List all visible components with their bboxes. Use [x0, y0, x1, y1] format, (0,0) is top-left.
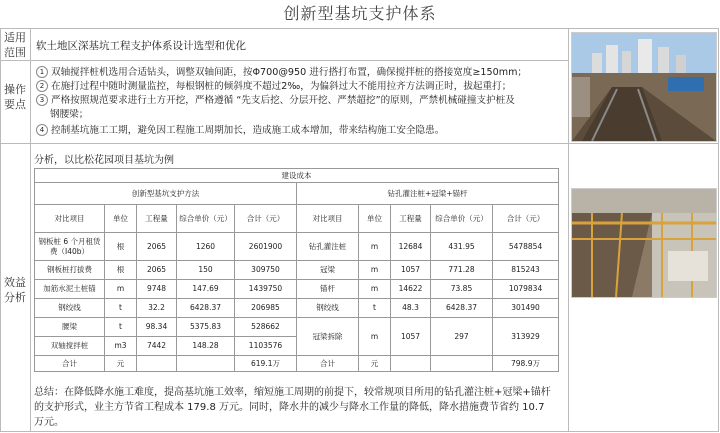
table-cell: 14622: [391, 280, 431, 299]
table-row: [35, 280, 559, 299]
table-cell: 48.3: [391, 299, 431, 318]
table-cell: 1057: [391, 318, 431, 356]
site-photo-pit: [571, 188, 717, 298]
table-cell: 冠梁: [297, 261, 359, 280]
table-cell: 98.34: [137, 318, 177, 337]
table-cell: 根: [105, 261, 137, 280]
table-row: [35, 261, 559, 280]
table-header-cell: 合计（元）: [235, 205, 297, 233]
scope-text: 软土地区深基坑工程支护体系设计选型和优化: [36, 40, 246, 52]
table-cell: 309750: [235, 261, 297, 280]
table-cell: 2601900: [235, 233, 297, 261]
table-header-cell: 对比项目: [297, 205, 359, 233]
table-header-cell: 综合单价（元）: [431, 205, 493, 233]
table-cell: 73.85: [431, 280, 493, 299]
site-photo-trench: [571, 32, 717, 142]
pit-photo-image: [572, 189, 716, 297]
table-header-cell: 合计（元）: [493, 205, 559, 233]
table-header-cell: 单位: [105, 205, 137, 233]
ops-divider: [0, 143, 719, 144]
table-header-cell: 工程量: [391, 205, 431, 233]
table-cell: m: [359, 233, 391, 261]
summary-line-2: 的支护形式，业主方节省工程成本 179.8 万元。同时，降水井的减少与降水工作量的降低，降水措施费节省约 10.7: [34, 402, 545, 413]
benefit-label: 效益 分析: [4, 276, 26, 304]
table-header-cell: 对比项目: [35, 205, 105, 233]
table-cell: 815243: [493, 261, 559, 280]
table-cell: 1439750: [235, 280, 297, 299]
table-cell: 钻孔灌注桩: [297, 233, 359, 261]
table-row: [35, 318, 559, 337]
table-cell: m: [359, 280, 391, 299]
table-cell: 2065: [137, 261, 177, 280]
trench-photo-image: [572, 33, 716, 141]
table-cell: 1260: [177, 233, 235, 261]
table-cell: 147.69: [177, 280, 235, 299]
table-cell: 5478854: [493, 233, 559, 261]
table-cell: 5375.83: [177, 318, 235, 337]
table-cell: 6428.37: [431, 299, 493, 318]
table-cell: 313929: [493, 318, 559, 356]
table-cell: 锚杆: [297, 280, 359, 299]
table-cell: 钢板桩 6 个月租赁费（I40b）: [35, 233, 105, 261]
table-cell: 1103576: [235, 337, 297, 356]
table-group-row: [35, 183, 559, 205]
table-cell: m: [105, 280, 137, 299]
scope-divider: [0, 60, 569, 61]
table-cell: 206985: [235, 299, 297, 318]
table-cell: 148.28: [177, 337, 235, 356]
table-total-row: [35, 356, 559, 372]
table-cell: 双轴搅拌桩: [35, 337, 105, 356]
table-cell: 加筋水泥土桩锚: [35, 280, 105, 299]
table-cell: 钢绞线: [297, 299, 359, 318]
table-cell: t: [359, 299, 391, 318]
table-cell: 771.28: [431, 261, 493, 280]
table-cell: 301490: [493, 299, 559, 318]
total-unit: 元: [105, 356, 137, 372]
table-caption: 建设成本: [35, 169, 559, 183]
right-group-header: 钻孔灌注桩+冠梁+锚杆: [297, 183, 559, 205]
ops-item-4: 4 控制基坑施工工期，避免因工程施工周期加长，造成施工成本增加，带来结构施工安全隐患。: [36, 124, 444, 137]
total-label: 合计: [35, 356, 105, 372]
table-cell: 1057: [391, 261, 431, 280]
table-cell: 9748: [137, 280, 177, 299]
table-cell: 7442: [137, 337, 177, 356]
table-cell: 150: [177, 261, 235, 280]
table-cell: m3: [105, 337, 137, 356]
table-cell: 根: [105, 233, 137, 261]
scope-label: 适用 范围: [4, 31, 26, 59]
table-cell: t: [105, 318, 137, 337]
summary-line-3: 万元。: [34, 417, 64, 428]
analysis-title: 分析，以比松花园项目基坑为例: [34, 155, 174, 166]
table-cell: 431.95: [431, 233, 493, 261]
table-cell: 528662: [235, 318, 297, 337]
photo-column-divider: [568, 28, 569, 432]
table-cell: 冠梁拆除: [297, 318, 359, 356]
table-header-row: [35, 205, 559, 233]
summary-line-1: 总结：在降低降水施工难度，提高基坑施工效率，缩短施工周期的前提下，较常规项目所用的钻孔灌注桩+冠梁+锚杆: [34, 387, 551, 398]
total-label-right: 合计: [297, 356, 359, 372]
ops-item-3: 3 严格按照规范要求进行土方开挖，严格遵循 “先支后挖、分层开挖、严禁超挖”的原则，严禁机械碰撞支护桩及: [36, 94, 515, 107]
table-cell: 297: [431, 318, 493, 356]
table-caption-row: [35, 169, 559, 183]
table-header-cell: 单位: [359, 205, 391, 233]
table-cell: t: [105, 299, 137, 318]
total-unit-right: 元: [359, 356, 391, 372]
table-header-cell: 工程量: [137, 205, 177, 233]
ops-item-2: 2 在施打过程中随时测量监控，每根钢桩的倾斜度不超过2‰，为偏斜过大不能用拉齐方法调正时，拔起重打；: [36, 80, 511, 93]
left-total: 619.1万: [235, 356, 297, 372]
table-cell: 钢板桩打拔费: [35, 261, 105, 280]
ops-label: 操作 要点: [4, 83, 26, 111]
left-group-header: 创新型基坑支护方法: [35, 183, 297, 205]
table-cell: 6428.37: [177, 299, 235, 318]
ops-item-3-cont: 钢腰梁；: [50, 109, 89, 120]
ops-item-1: 1 双轴搅拌桩机选用合适钻头，调整双轴间距，按Φ700@950 进行搭打布置，确保搅拌桩的搭接宽度≥150mm；: [36, 66, 527, 79]
table-cell: 2065: [137, 233, 177, 261]
cost-comparison-table: [34, 168, 559, 372]
table-cell: 1079834: [493, 280, 559, 299]
label-column-divider: [30, 28, 31, 432]
table-cell: m: [359, 318, 391, 356]
table-cell: 腰梁: [35, 318, 105, 337]
table-cell: 12684: [391, 233, 431, 261]
table-header-cell: 综合单价（元）: [177, 205, 235, 233]
right-total: 798.9万: [493, 356, 559, 372]
page-title: 创新型基坑支护体系: [283, 4, 437, 23]
table-row: [35, 299, 559, 318]
table-cell: 32.2: [137, 299, 177, 318]
table-cell: m: [359, 261, 391, 280]
table-row: [35, 233, 559, 261]
table-cell: 钢绞线: [35, 299, 105, 318]
